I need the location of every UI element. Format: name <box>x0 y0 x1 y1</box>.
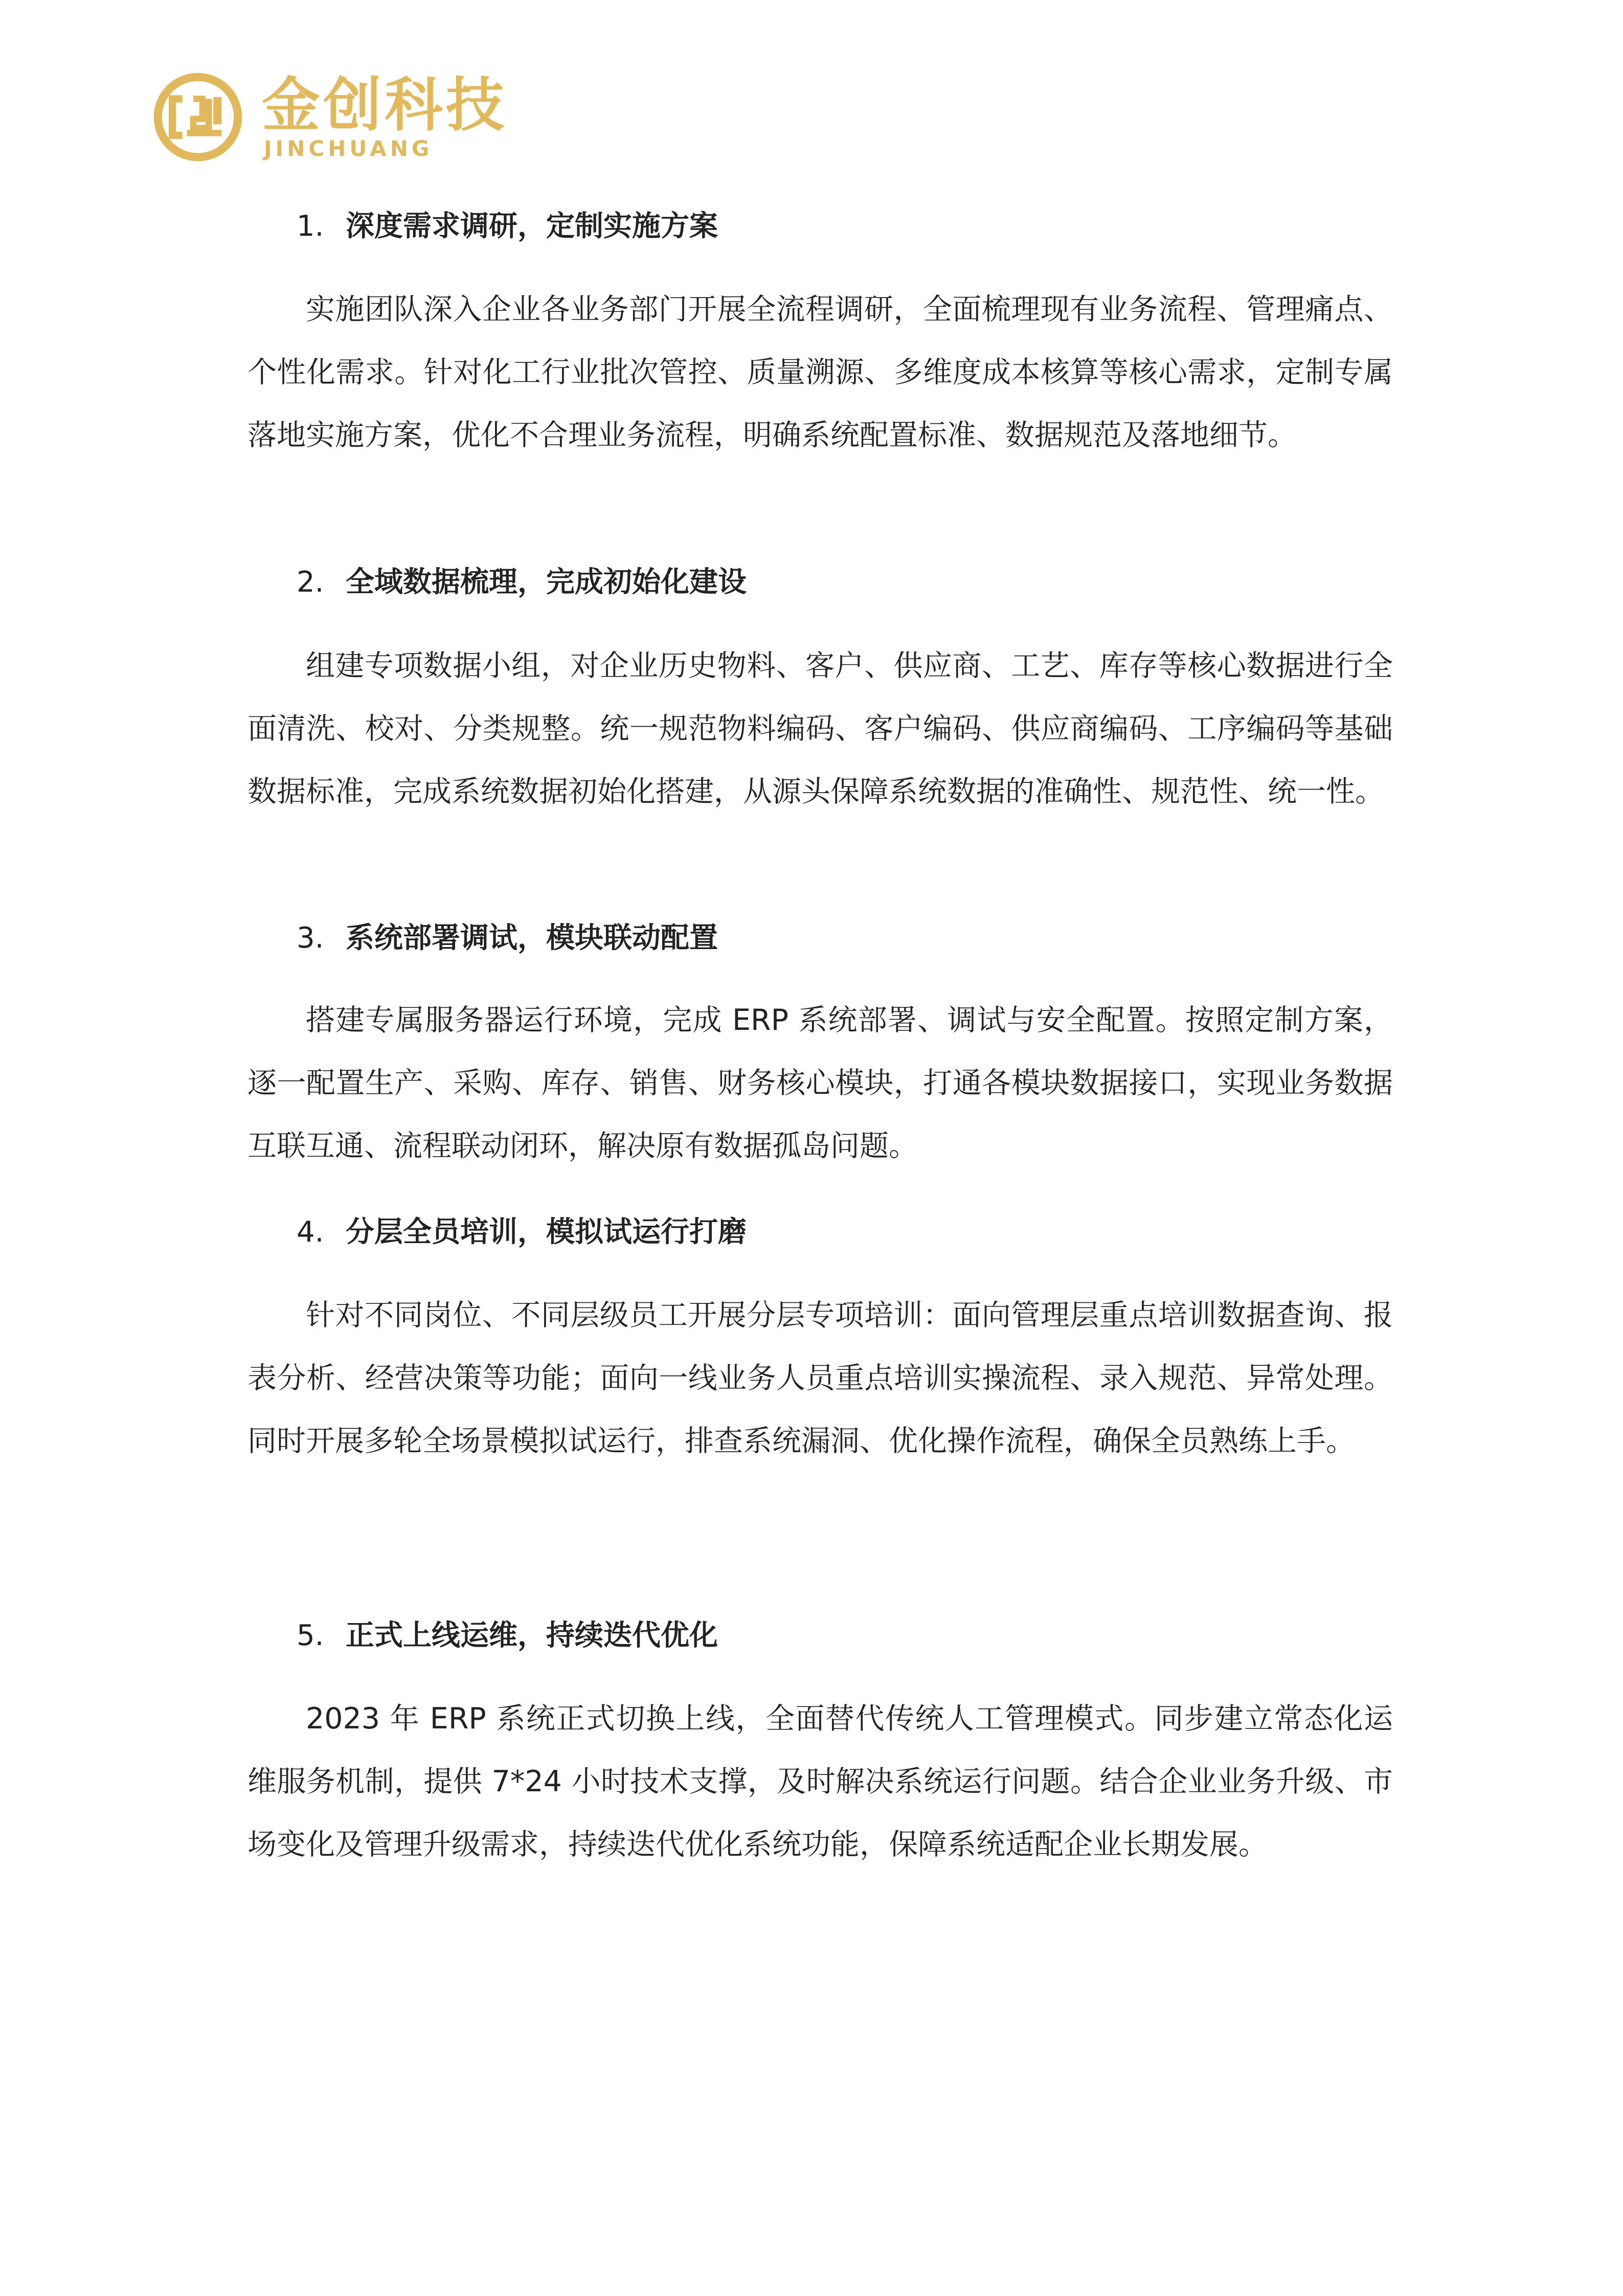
section-number: 5. <box>297 1619 324 1652</box>
section-paragraph: 实施团队深入企业各业务部门开展全流程调研，全面梳理现有业务流程、管理痛点、个性化需求。针对化工行业批次管控、质量溯源、多维度成本核算等核心需求，定制专属落地实施方案，优化不合理业务流程，明确系统配置标准、数据规范及落地细节。 <box>247 292 1393 452</box>
section-number: 3. <box>297 921 324 955</box>
logo-chinese-name: 金创科技 <box>262 71 508 139</box>
section-heading <box>297 1618 718 1654</box>
section-number: 4. <box>297 1215 324 1249</box>
section-paragraph: 组建专项数据小组，对企业历史物料、客户、供应商、工艺、库存等核心数据进行全面清洗、校对、分类规整。统一规范物料编码、客户编码、供应商编码、工序编码等基础数据标准，完成系统数据初始化搭建，从源头保障系统数据的准确性、规范性、统一性。 <box>247 649 1393 808</box>
logo-english-name: JINCHUANG <box>264 136 433 161</box>
section-number: 1. <box>297 210 324 243</box>
section-heading <box>297 1214 747 1250</box>
company-logo <box>152 72 510 169</box>
section-paragraph: 2023 年 ERP 系统正式切换上线，全面替代传统人工管理模式。同步建立常态化运维服务机制，提供 7*24 小时技术支撑，及时解决系统运行问题。结合企业业务升级、市场变化及管理升级需求，持续迭代优化系统功能，保障系统适配企业长期发展。 <box>247 1702 1393 1861</box>
section-title: 系统部署调试，模块联动配置 <box>346 921 718 955</box>
section-title: 深度需求调研，定制实施方案 <box>346 210 718 243</box>
section-heading <box>297 920 718 956</box>
section-title: 分层全员培训，模拟试运行打磨 <box>346 1215 747 1249</box>
section-title: 全域数据梳理，完成初始化建设 <box>346 566 747 599</box>
section-paragraph: 针对不同岗位、不同层级员工开展分层专项培训：面向管理层重点培训数据查询、报表分析、经营决策等功能；面向一线业务人员重点培训实操流程、录入规范、异常处理。同时开展多轮全场景模拟试运行，排查系统漏洞、优化操作流程，确保全员熟练上手。 <box>247 1298 1393 1458</box>
section-heading <box>297 209 718 244</box>
section-title: 正式上线运维，持续迭代优化 <box>346 1619 718 1652</box>
jinchuang-logo-icon <box>152 72 243 163</box>
section-number: 2. <box>297 566 324 599</box>
section-paragraph: 搭建专属服务器运行环境，完成 ERP 系统部署、调试与安全配置。按照定制方案，逐一配置生产、采购、库存、销售、财务核心模块，打通各模块数据接口，实现业务数据互联互通、流程联动闭环，解决原有数据孤岛问题。 <box>247 1003 1393 1163</box>
section-heading <box>297 565 747 600</box>
